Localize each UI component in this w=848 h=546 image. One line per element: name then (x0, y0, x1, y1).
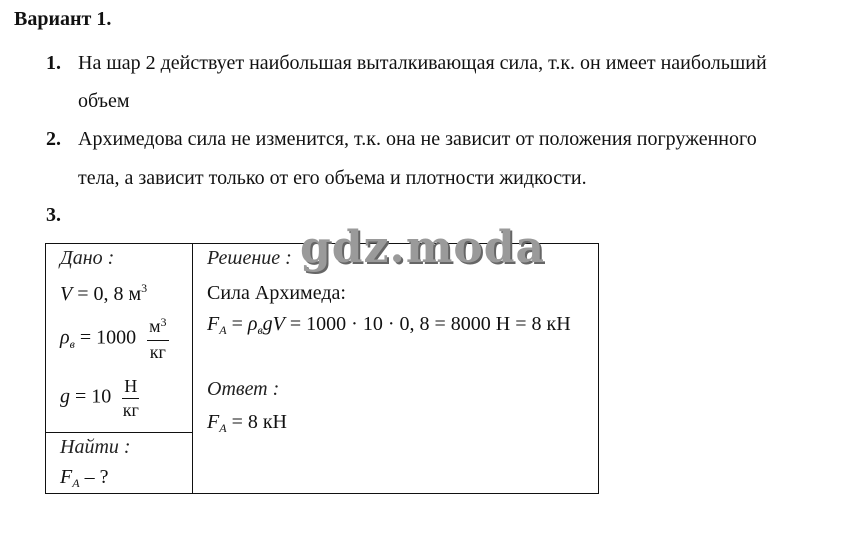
density-unit: $\frac{м^3}{кг}$ (149, 315, 167, 362)
density-subscript: в (69, 336, 75, 351)
item-number: 1. (46, 52, 61, 74)
given-volume (60, 283, 147, 306)
solution-line: Сила Архимеда: (207, 282, 346, 304)
answer-value: $F_A = 8$ кН (207, 411, 288, 435)
item-text-line: объем (78, 90, 130, 112)
gravity-symbol: g (60, 385, 70, 408)
solution-label: Решение : (207, 247, 292, 269)
volume-symbol: V (60, 283, 73, 305)
find-label: Найти : (60, 436, 131, 458)
volume-value: = 0, 8 м (72, 283, 142, 305)
item-number: 3. (46, 204, 61, 226)
density-value: = 1000 (74, 326, 137, 349)
table-divider (192, 243, 193, 494)
item-text-line: На шар 2 действует наибольшая выталкивающая сила, т.к. он имеет наибольший (78, 52, 767, 74)
given-label: Дано : (60, 247, 115, 269)
solution-formula: $F_A = \rho_вgV = 1000 \cdot 10 \cdot 0$, 8 = 8000 Н = 8 кН (207, 313, 571, 337)
heading: Вариант 1. (14, 8, 112, 30)
gravity-unit: $\frac{Н}{кг}$ (122, 376, 139, 420)
given-gravity (60, 376, 139, 420)
find-expression: $F_A$ – ? (60, 466, 109, 490)
item-text-line: тела, а зависит только от его объема и плотности жидкости. (78, 167, 587, 189)
watermark-logo: gdz.moda (300, 222, 546, 273)
density-symbol: ρ (60, 326, 70, 349)
item-number: 2. (46, 128, 61, 150)
given-density (60, 316, 169, 362)
volume-exponent: 3 (141, 281, 148, 295)
item-text-line: Архимедова сила не изменится, т.к. она не зависит от положения погруженного (78, 128, 757, 150)
table-divider (45, 432, 193, 433)
answer-label: Ответ : (207, 378, 280, 400)
gravity-value: = 10 (70, 385, 112, 408)
